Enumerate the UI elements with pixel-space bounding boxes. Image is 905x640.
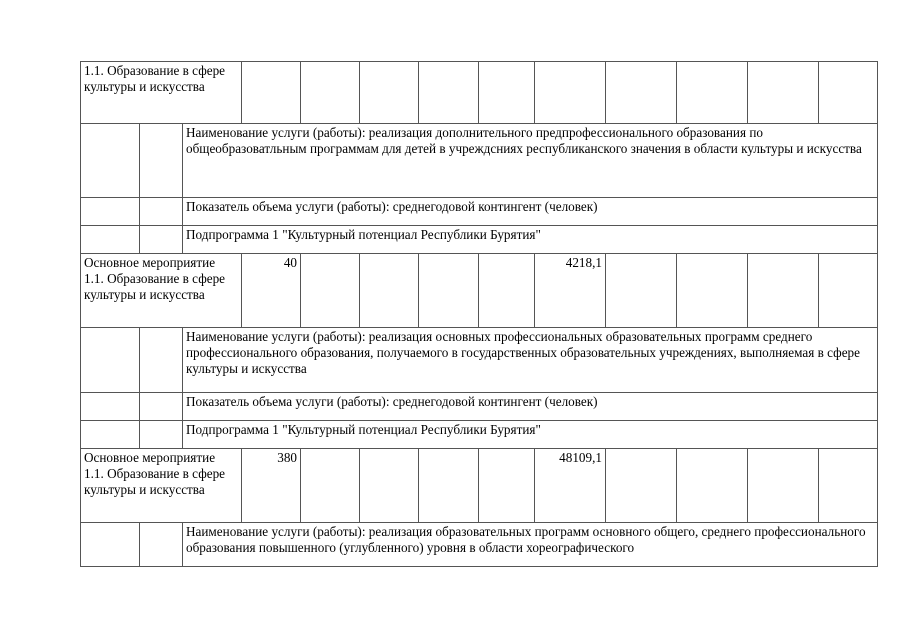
empty-cell (81, 124, 140, 198)
table-row (81, 254, 878, 328)
empty-cell (606, 254, 677, 328)
empty-cell (606, 62, 677, 124)
empty-cell (360, 62, 419, 124)
table-row (81, 62, 878, 124)
subprogram-text: Подпрограмма 1 "Культурный потенциал Республики Бурятия" (183, 226, 878, 254)
table-row (81, 226, 878, 254)
activity-label: Основное мероприятие 1.1. Образование в сфере культуры и искусства (81, 254, 242, 328)
volume-indicator-text: Показатель объема услуги (работы): среднегодовой контингент (человек) (183, 198, 878, 226)
empty-cell (81, 226, 140, 254)
activity-label: Основное мероприятие 1.1. Образование в сфере культуры и искусства (81, 449, 242, 523)
activity-label: 1.1. Образование в сфере культуры и искусства (81, 62, 242, 124)
empty-cell (140, 421, 183, 449)
empty-cell (301, 62, 360, 124)
empty-cell (419, 254, 479, 328)
expense-value: 48109,1 (535, 449, 606, 523)
table-row (81, 523, 878, 567)
empty-cell (81, 393, 140, 421)
empty-cell (606, 449, 677, 523)
empty-cell (479, 62, 535, 124)
budget-table (80, 61, 878, 567)
empty-cell (81, 198, 140, 226)
empty-cell (242, 62, 301, 124)
table-row (81, 421, 878, 449)
empty-cell (81, 328, 140, 393)
empty-cell (140, 523, 183, 567)
empty-cell (360, 254, 419, 328)
empty-cell (677, 449, 748, 523)
table-row (81, 328, 878, 393)
table-row (81, 124, 878, 198)
empty-cell (535, 62, 606, 124)
empty-cell (301, 449, 360, 523)
empty-cell (81, 421, 140, 449)
volume-value: 40 (242, 254, 301, 328)
empty-cell (677, 254, 748, 328)
table-row (81, 449, 878, 523)
service-name-text: Наименование услуги (работы): реализация образовательных программ основного общего, среднего профессионального образования повышенного (углубленного) уровня в области хореографического (183, 523, 878, 567)
empty-cell (419, 62, 479, 124)
empty-cell (479, 254, 535, 328)
empty-cell (81, 523, 140, 567)
empty-cell (748, 62, 819, 124)
table-row (81, 393, 878, 421)
empty-cell (360, 449, 419, 523)
expense-value: 4218,1 (535, 254, 606, 328)
volume-indicator-text: Показатель объема услуги (работы): среднегодовой контингент (человек) (183, 393, 878, 421)
table-row (81, 198, 878, 226)
empty-cell (419, 449, 479, 523)
empty-cell (677, 62, 748, 124)
empty-cell (140, 198, 183, 226)
subprogram-text: Подпрограмма 1 "Культурный потенциал Республики Бурятия" (183, 421, 878, 449)
empty-cell (748, 449, 819, 523)
empty-cell (301, 254, 360, 328)
volume-value: 380 (242, 449, 301, 523)
empty-cell (479, 449, 535, 523)
empty-cell (748, 254, 819, 328)
empty-cell (819, 449, 878, 523)
empty-cell (819, 62, 878, 124)
service-name-text: Наименование услуги (работы): реализация основных профессиональных образовательных программ среднего профессионального образования, получаемого в государственных образовательных учреждениях, выполняемая в сфере культуры и искусства (183, 328, 878, 393)
empty-cell (140, 328, 183, 393)
service-name-text: Наименование услуги (работы): реализация дополнительного предпрофессионального образования по общеобразоватльным программам для детей в учреждсниях республиканского значения в области культуры и искусства (183, 124, 878, 198)
empty-cell (140, 124, 183, 198)
empty-cell (140, 393, 183, 421)
empty-cell (819, 254, 878, 328)
empty-cell (140, 226, 183, 254)
